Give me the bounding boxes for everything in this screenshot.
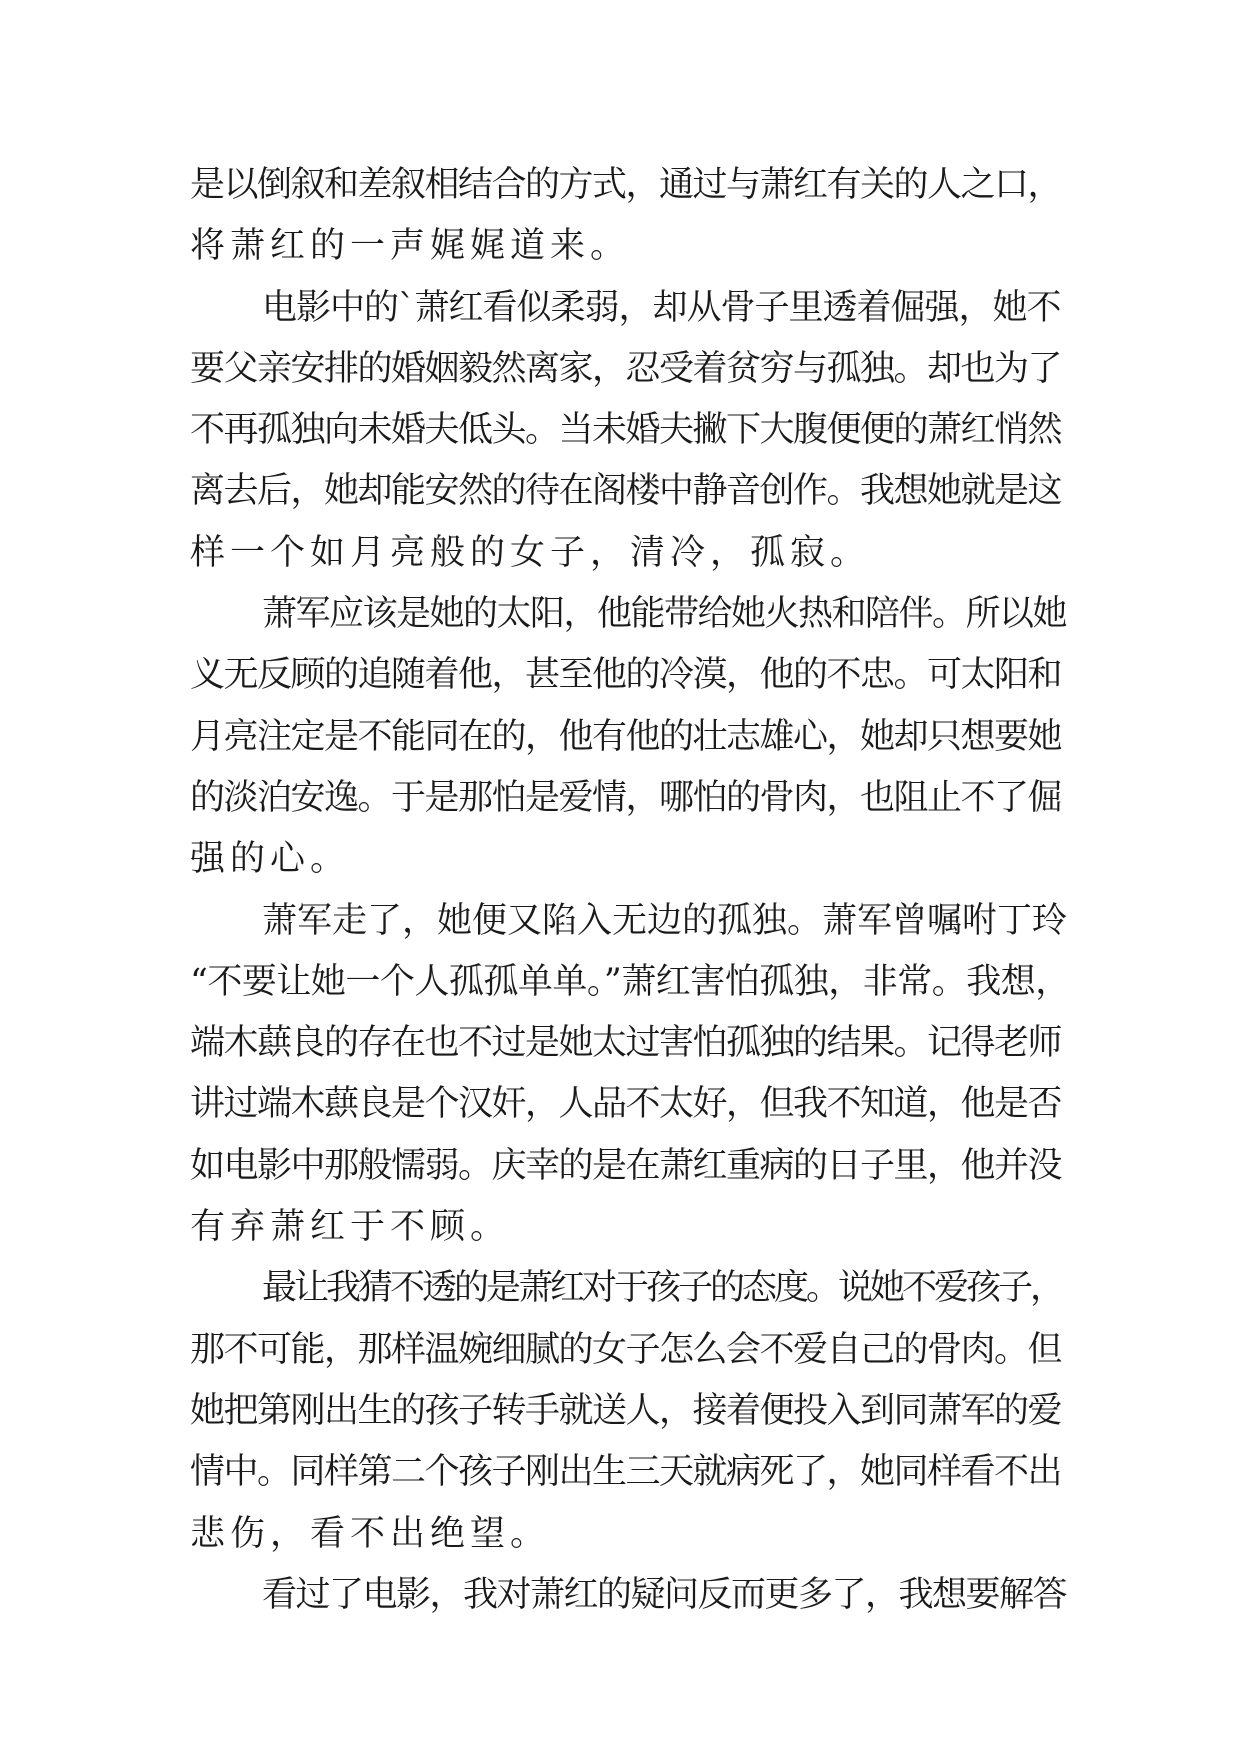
text-line: 的淡泊安逸。于是那怕是爱情，哪怕的骨肉，也阻止不了倔 xyxy=(190,777,1062,818)
text-line: 强的心。 xyxy=(190,839,351,880)
text-line: 要父亲安排的婚姻毅然离家，忍受着贫穷与孤独。却也为了 xyxy=(190,348,1062,389)
text-line: 是以倒叙和差叙相结合的方式，通过与萧红有关的人之口， xyxy=(190,165,1062,205)
text-line: 不再孤独向未婚夫低头。当未婚夫撇下大腹便便的萧红悄然 xyxy=(190,410,1062,451)
text-line: 萧军应该是她的太阳，他能带给她火热和陪伴。所以她 xyxy=(262,594,1067,635)
text-line: 萧军走了，她便又陷入无边的孤独。萧军曾嘱咐丁玲 xyxy=(262,900,1068,941)
text-line: 如电影中那般懦弱。庆幸的是在萧红重病的日子里，他并没 xyxy=(190,1145,1062,1186)
text-line: 情中。同样第二个孩子刚出生三天就病死了，她同样看不出 xyxy=(190,1452,1062,1493)
text-line: 那不可能，那样温婉细腻的女子怎么会不爱自己的骨肉。但 xyxy=(190,1329,1062,1370)
text-line: 悲伤，看不出绝望。 xyxy=(190,1513,551,1554)
text-line: “不要让她一个人孤孤单单。”萧红害怕孤独，非常。我想， xyxy=(190,961,1070,1002)
body-text xyxy=(190,155,1070,1626)
text-line: 样一个如月亮般的女子，清冷，孤寂。 xyxy=(190,532,871,573)
text-line: 端木蕻良的存在也不过是她太过害怕孤独的结果。记得老师 xyxy=(190,1023,1062,1064)
text-line: 她把第刚出生的孩子转手就送人，接着便投入到同萧军的爱 xyxy=(190,1390,1062,1431)
text-line: 最让我猜不透的是萧红对于孩子的态度。说她不爱孩子， xyxy=(262,1268,1063,1309)
text-line: 将萧红的一声娓娓道来。 xyxy=(190,226,631,267)
text-line: 义无反顾的追随着他，甚至他的冷漠，他的不忠。可太阳和 xyxy=(190,655,1062,696)
text-line: 看过了电影，我对萧红的疑问反而更多了，我想要解答 xyxy=(262,1574,1067,1615)
text-line: 有弃萧红于不顾。 xyxy=(190,1207,511,1248)
text-line: 讲过端木蕻良是个汉奸，人品不太好，但我不知道，他是否 xyxy=(190,1084,1062,1125)
text-line: 电影中的`萧红看似柔弱，却从骨子里透着倔强，她不 xyxy=(262,287,1061,328)
text-line: 月亮注定是不能同在的，他有他的壮志雄心，她却只想要她 xyxy=(190,716,1062,757)
text-line: 离去后，她却能安然的待在阁楼中静音创作。我想她就是这 xyxy=(190,471,1062,512)
